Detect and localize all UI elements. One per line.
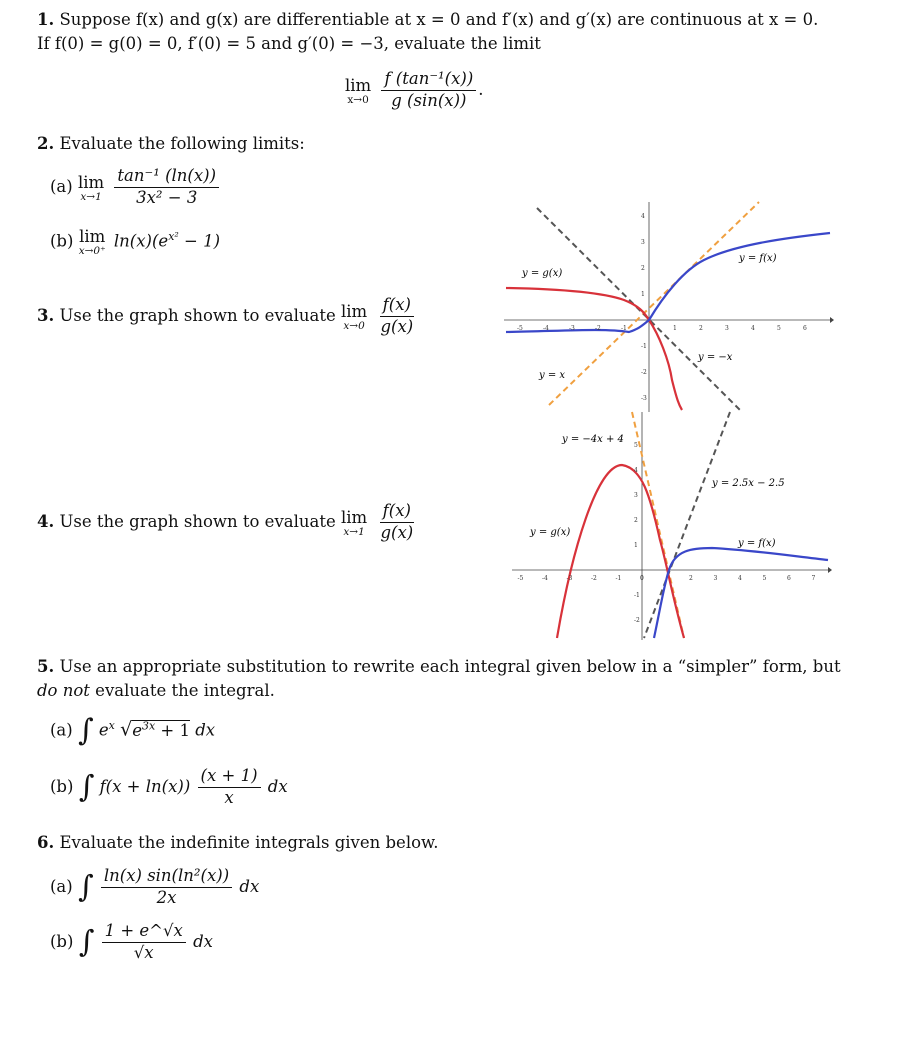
denominator: 3x² − 3 xyxy=(136,187,198,207)
x-tick-label: 5 xyxy=(777,325,781,332)
problem-2-header xyxy=(37,134,305,153)
y-tick-label: 1 xyxy=(641,291,645,298)
x-tick-label: 5 xyxy=(762,575,767,582)
denominator: 2x xyxy=(156,887,177,907)
label-y-f: y = f(x) xyxy=(738,538,776,549)
problem-1-line2: If f(0) = g(0) = 0, f′(0) = 5 and g′(0) = −3, evaluate the limit xyxy=(37,34,541,53)
y-tick-label: -3 xyxy=(641,395,647,402)
x-tick-label: 0 xyxy=(640,575,644,582)
integral-sign: ∫ xyxy=(78,769,95,805)
denominator: g (sin(x)) xyxy=(391,90,467,110)
x-tick-label: -2 xyxy=(591,575,597,582)
integral-sign: ∫ xyxy=(78,924,95,960)
x-tick-label: 3 xyxy=(725,325,729,332)
x-axis-arrow xyxy=(828,567,832,573)
limit-operator xyxy=(78,173,104,203)
problem-5-text-2: evaluate the integral. xyxy=(89,681,275,700)
x-tick-label: 7 xyxy=(811,575,816,582)
fraction xyxy=(381,70,476,111)
dx: dx xyxy=(267,776,288,796)
y-tick-label: -1 xyxy=(634,592,640,599)
problem-4 xyxy=(37,502,418,543)
part-label: (b) xyxy=(50,776,74,796)
y-tick-label: -1 xyxy=(641,343,647,350)
problem-1-line1 xyxy=(37,10,818,29)
problem-3-number: 3. xyxy=(37,305,55,325)
y-tick-label: 5 xyxy=(634,442,638,449)
problem-3-text: Use the graph shown to evaluate xyxy=(59,305,336,325)
problem-2b xyxy=(50,227,220,257)
fraction xyxy=(114,167,219,208)
x-tick-label: 4 xyxy=(751,325,755,332)
label-y-neg-x: y = −x xyxy=(698,352,733,363)
x-tick-label: -4 xyxy=(543,325,549,332)
integral-sign: ∫ xyxy=(77,713,94,748)
x-tick-label: -1 xyxy=(615,575,622,582)
problem-2-number: 2. xyxy=(37,134,55,153)
denominator: x xyxy=(224,787,234,807)
part-label: (a) xyxy=(50,720,73,740)
y-tick-label: 4 xyxy=(641,213,645,220)
y-tick-label: 3 xyxy=(641,239,645,246)
x-tick-label: -2 xyxy=(595,325,601,332)
x-tick-label: 4 xyxy=(738,575,742,582)
base-e: e xyxy=(98,720,109,740)
fraction xyxy=(101,867,232,908)
problem-1-text-1: Suppose f(x) and g(x) are differentiable at x = 0 and f′(x) and g′(x) are continuous at x = 0. xyxy=(59,10,819,29)
lim-subscript: x→0⁺ xyxy=(78,245,106,257)
fraction xyxy=(102,922,186,963)
limit-operator xyxy=(341,302,367,332)
lim-text: lim xyxy=(77,172,105,192)
x-tick-label: -4 xyxy=(542,575,548,582)
part-label: (b) xyxy=(50,231,74,251)
problem-5-line2 xyxy=(37,681,275,700)
line-y-equals-x xyxy=(549,202,759,405)
x-tick-label: -1 xyxy=(621,325,627,332)
problem-4-number: 4. xyxy=(37,511,55,531)
problem-5a xyxy=(50,713,216,748)
dx: dx xyxy=(193,931,213,951)
expression-end: − 1) xyxy=(178,231,221,251)
lim-text: lim xyxy=(79,227,106,246)
limit-operator xyxy=(79,227,106,257)
problem-2a xyxy=(50,167,221,208)
part-label: (a) xyxy=(50,876,73,896)
limit-operator xyxy=(345,76,371,106)
graph-2 xyxy=(512,410,832,642)
y-tick-label: 4 xyxy=(634,467,638,474)
denominator: g(x) xyxy=(380,522,414,542)
problem-2-text: Evaluate the following limits: xyxy=(59,134,305,153)
radicand-base: e xyxy=(132,720,142,740)
problem-1-limit xyxy=(345,70,484,111)
x-tick-label: 3 xyxy=(713,575,718,582)
graph-1 xyxy=(504,200,834,415)
limit-operator xyxy=(341,508,367,538)
fraction xyxy=(198,767,261,808)
problem-5-line1 xyxy=(37,657,841,676)
radicand-end: + 1 xyxy=(155,720,190,740)
x-tick-label: 6 xyxy=(803,325,807,332)
dx: dx xyxy=(239,876,260,896)
fraction xyxy=(377,502,416,543)
problem-5-number: 5. xyxy=(37,657,55,676)
radicand xyxy=(132,720,190,740)
problem-6a xyxy=(50,867,259,908)
dx: dx xyxy=(195,720,216,740)
problem-4-text: Use the graph shown to evaluate xyxy=(59,511,336,531)
integral-sign: ∫ xyxy=(77,869,94,905)
numerator: ln(x) sin(ln²(x)) xyxy=(101,867,232,888)
numerator: f (tan⁻¹(x)) xyxy=(381,70,476,91)
label-y-x: y = x xyxy=(539,370,566,381)
part-label: (a) xyxy=(50,176,73,196)
lim-subscript: x→1 xyxy=(343,525,365,538)
y-tick-label: -2 xyxy=(634,617,640,624)
numerator: (x + 1) xyxy=(198,767,261,788)
denominator: g(x) xyxy=(380,316,414,336)
y-tick-label: 3 xyxy=(634,492,638,499)
expression: ln(x)(e xyxy=(113,231,169,251)
problem-3 xyxy=(37,296,418,337)
label-y-g: y = g(x) xyxy=(530,527,571,538)
y-tick-label: -2 xyxy=(641,369,647,376)
y-tick-label: 2 xyxy=(634,517,638,524)
label-tangent-g: y = −4x + 4 xyxy=(562,434,624,445)
lim-subscript: x→0 xyxy=(347,93,369,106)
numerator: f(x) xyxy=(380,502,414,523)
exponent: x² xyxy=(168,229,179,243)
numerator: tan⁻¹ (ln(x)) xyxy=(114,167,219,188)
x-tick-label: -3 xyxy=(566,575,573,582)
numerator: 1 + e^√x xyxy=(102,922,186,943)
part-label: (b) xyxy=(50,931,74,951)
lim-text: lim xyxy=(345,75,372,95)
x-tick-label: 2 xyxy=(699,325,703,332)
problem-6-number: 6. xyxy=(37,833,55,852)
numerator: f(x) xyxy=(380,296,414,317)
x-axis-arrow xyxy=(830,317,834,323)
y-tick-label: 1 xyxy=(634,542,638,549)
period: . xyxy=(478,79,484,99)
y-tick-label: 2 xyxy=(641,265,645,272)
lim-text: lim xyxy=(341,507,368,527)
label-y-f: y = f(x) xyxy=(739,253,777,264)
x-tick-label: 6 xyxy=(787,575,791,582)
fraction xyxy=(377,296,416,337)
radicand-exponent: 3x xyxy=(141,719,156,732)
denominator: √x xyxy=(133,942,154,962)
problem-6b xyxy=(50,922,213,963)
sqrt-sign: √ xyxy=(120,718,133,741)
lim-text: lim xyxy=(341,301,368,321)
problem-5-text-1: Use an appropriate substitution to rewrite each integral given below in a “simpler” form, but xyxy=(59,657,841,676)
lim-subscript: x→0 xyxy=(343,319,365,332)
curve-f xyxy=(506,233,830,332)
expression: f(x + ln(x)) xyxy=(99,776,191,796)
problem-5b xyxy=(50,767,288,808)
x-tick-label: 1 xyxy=(673,325,677,332)
problem-1-number: 1. xyxy=(37,10,55,29)
x-tick-label: -3 xyxy=(569,325,575,332)
emphasis-do-not: do not xyxy=(37,681,90,700)
lim-subscript: x→1 xyxy=(80,190,102,203)
problem-6-header xyxy=(37,833,438,852)
exponent: x xyxy=(108,719,115,732)
x-tick-label: -5 xyxy=(517,575,524,582)
curve-g xyxy=(506,288,682,410)
label-tangent-f: y = 2.5x − 2.5 xyxy=(712,478,785,489)
x-tick-label: 2 xyxy=(689,575,693,582)
label-y-g: y = g(x) xyxy=(522,268,563,279)
problem-6-text: Evaluate the indefinite integrals given below. xyxy=(59,833,439,852)
x-tick-label: -5 xyxy=(517,325,523,332)
